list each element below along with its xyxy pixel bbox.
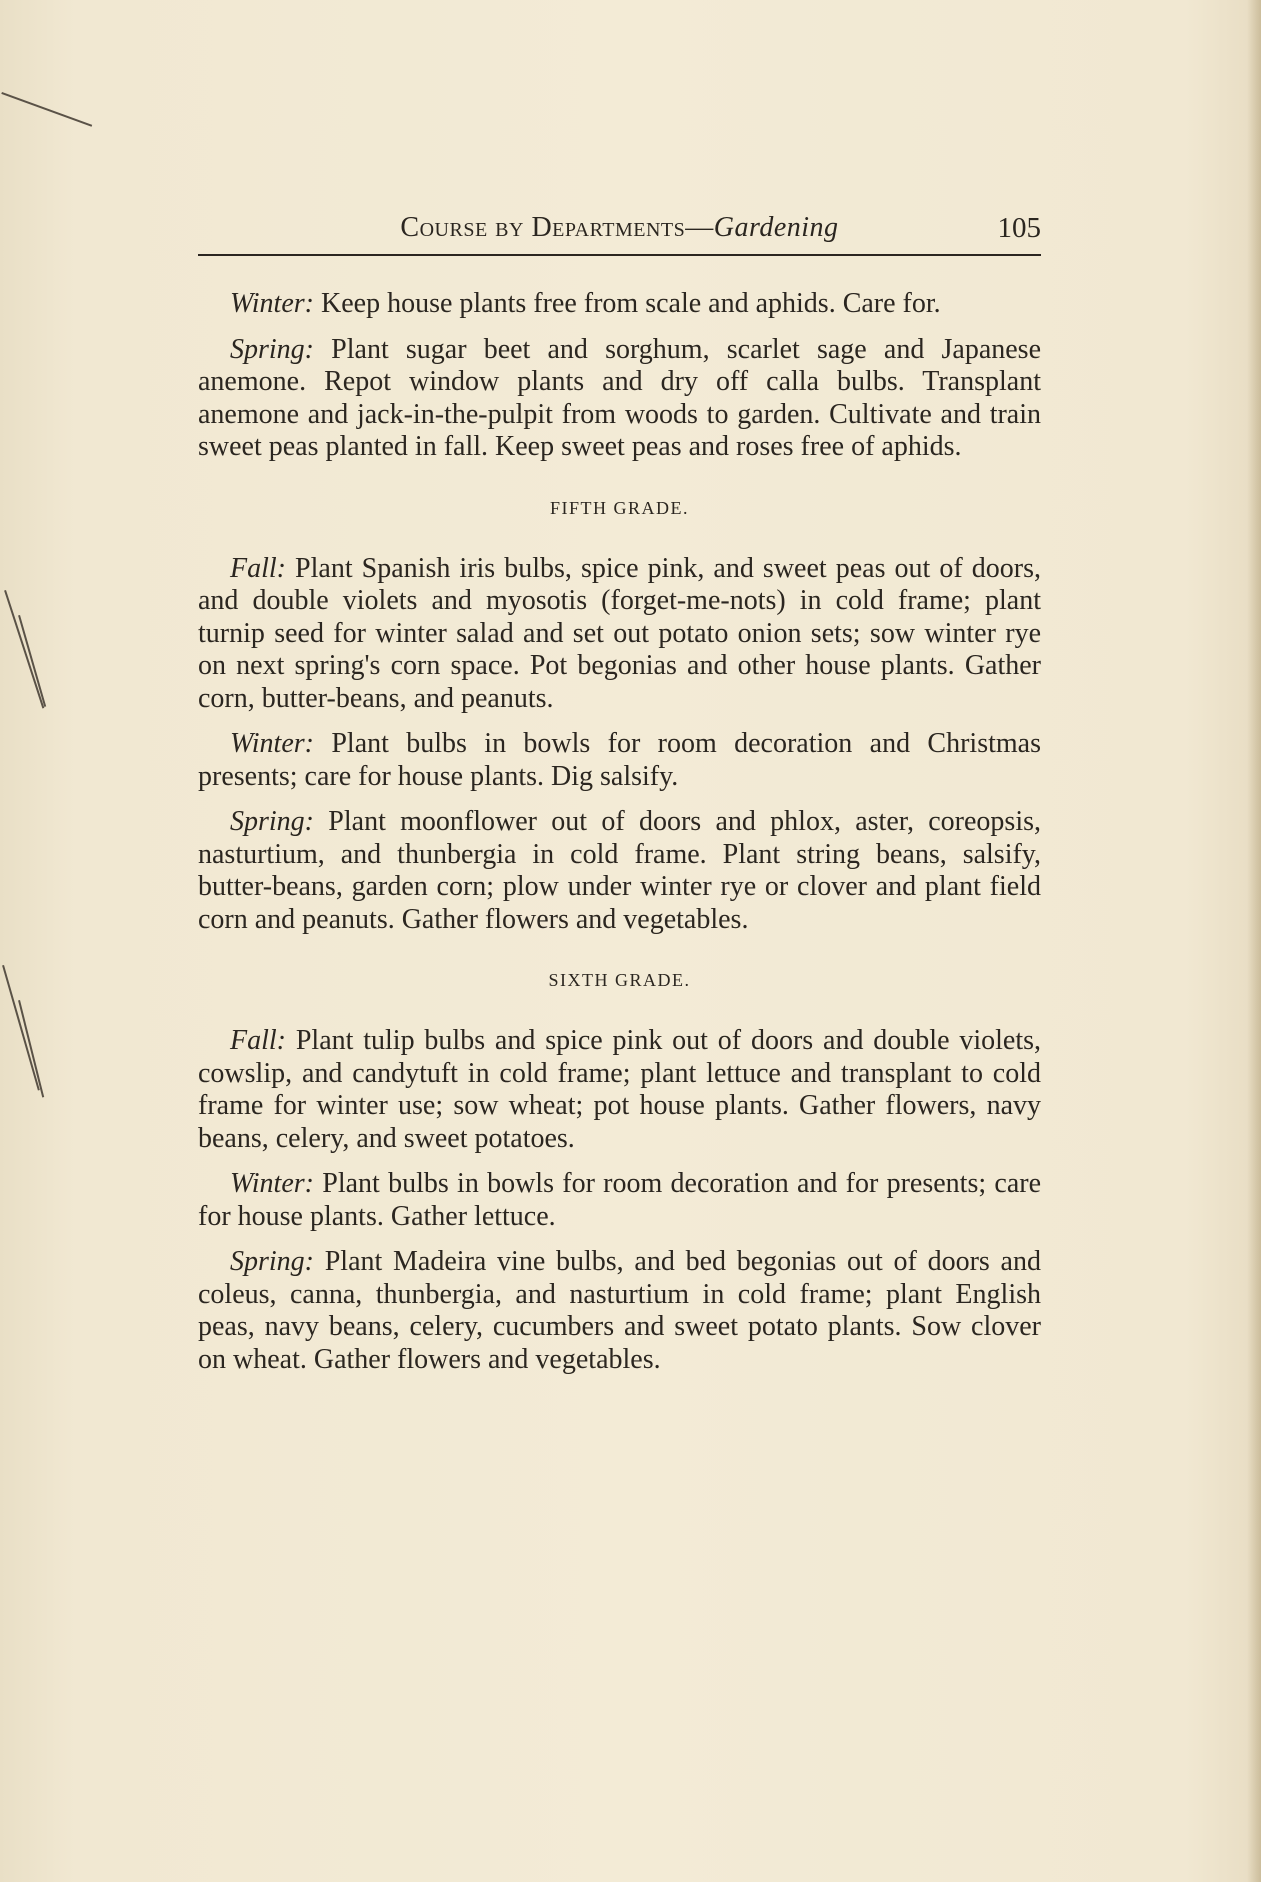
paragraph-text: Plant moonflower out of doors and phlox, aster, coreopsis, nasturtium, and thunbergia in cold frame. Plant string beans, salsify, butter-beans, garden corn; plow under winter rye or clover and plant field corn and peanuts. Gather flowers and vegetables. bbox=[198, 806, 1041, 935]
running-header bbox=[198, 212, 1041, 256]
paragraph-spring bbox=[198, 1246, 1041, 1376]
season-label: Spring: bbox=[230, 333, 314, 365]
page-number: 105 bbox=[997, 212, 1041, 244]
paragraph-fall bbox=[198, 1025, 1041, 1155]
margin-mark bbox=[4, 590, 44, 709]
grade-heading-sixth: SIXTH GRADE. bbox=[548, 970, 691, 990]
margin-mark bbox=[1, 92, 92, 127]
season-label: Winter: bbox=[230, 288, 314, 319]
paragraph-text: Plant Spanish iris bulbs, spice pink, and sweet peas out of doors, and double violets and myosotis (forget-me-nots) in cold frame; plant turnip seed for winter salad and set out potato onion sets; sow winter rye on next spring's corn space. Pot begonias and other house plants. Gather corn, butter-beans, and peanuts. bbox=[198, 552, 1041, 714]
paragraph-text: Plant bulbs in bowls for room decoration and for presents; care for house plants. Gather lettuce. bbox=[198, 1168, 1041, 1232]
season-label: Fall: bbox=[230, 552, 286, 584]
margin-mark bbox=[18, 1000, 44, 1098]
paragraph-text: Plant bulbs in bowls for room decoration and Christmas presents; care for house plants. Dig salsify. bbox=[198, 728, 1041, 792]
season-label: Fall: bbox=[230, 1025, 286, 1056]
paragraph-winter bbox=[198, 1168, 1041, 1233]
paragraph-fall bbox=[198, 553, 1041, 716]
paragraph-winter bbox=[198, 288, 1041, 321]
season-label: Winter: bbox=[230, 1168, 314, 1199]
paragraph-text: Plant Madeira vine bulbs, and bed begonias out of doors and coleus, canna, thunbergia, and nasturtium in cold frame; plant English peas, navy beans, celery, cucumbers and sweet potato plants. Sow clover on wheat. Gather flowers and vegetables. bbox=[198, 1246, 1041, 1375]
paragraph-spring bbox=[198, 806, 1041, 936]
running-title-subject: Gardening bbox=[713, 212, 839, 243]
margin-mark bbox=[2, 965, 40, 1091]
paragraph-spring bbox=[198, 334, 1041, 464]
season-label: Winter: bbox=[230, 728, 314, 759]
header-rule bbox=[198, 254, 1041, 256]
margin-mark bbox=[18, 615, 46, 707]
paragraph-text: Keep house plants free from scale and aphids. Care for. bbox=[314, 288, 941, 319]
paragraph-winter bbox=[198, 728, 1041, 793]
running-title bbox=[198, 212, 1041, 244]
season-label: Spring: bbox=[230, 806, 314, 837]
grade-heading-fifth: FIFTH GRADE. bbox=[549, 497, 689, 518]
running-title-main: Course by Departments— bbox=[400, 212, 714, 243]
season-label: Spring: bbox=[230, 1246, 314, 1277]
page-edge-shadow bbox=[1247, 0, 1261, 1882]
page-body bbox=[198, 288, 1041, 1389]
paragraph-text: Plant tulip bulbs and spice pink out of doors and double violets, cowslip, and candytuft in cold frame; plant lettuce and transplant to cold frame for winter use; sow wheat; pot house plants. Gather flowers, navy beans, celery, and sweet potatoes. bbox=[198, 1025, 1041, 1154]
paragraph-text: Plant sugar beet and sorghum, scarlet sage and Japanese anemone. Repot window plants and dry off calla bulbs. Transplant anemone and jack-in-the-pulpit from woods to garden. Cultivate and train sweet peas planted in fall. Keep sweet peas and roses free of aphids. bbox=[198, 333, 1041, 462]
